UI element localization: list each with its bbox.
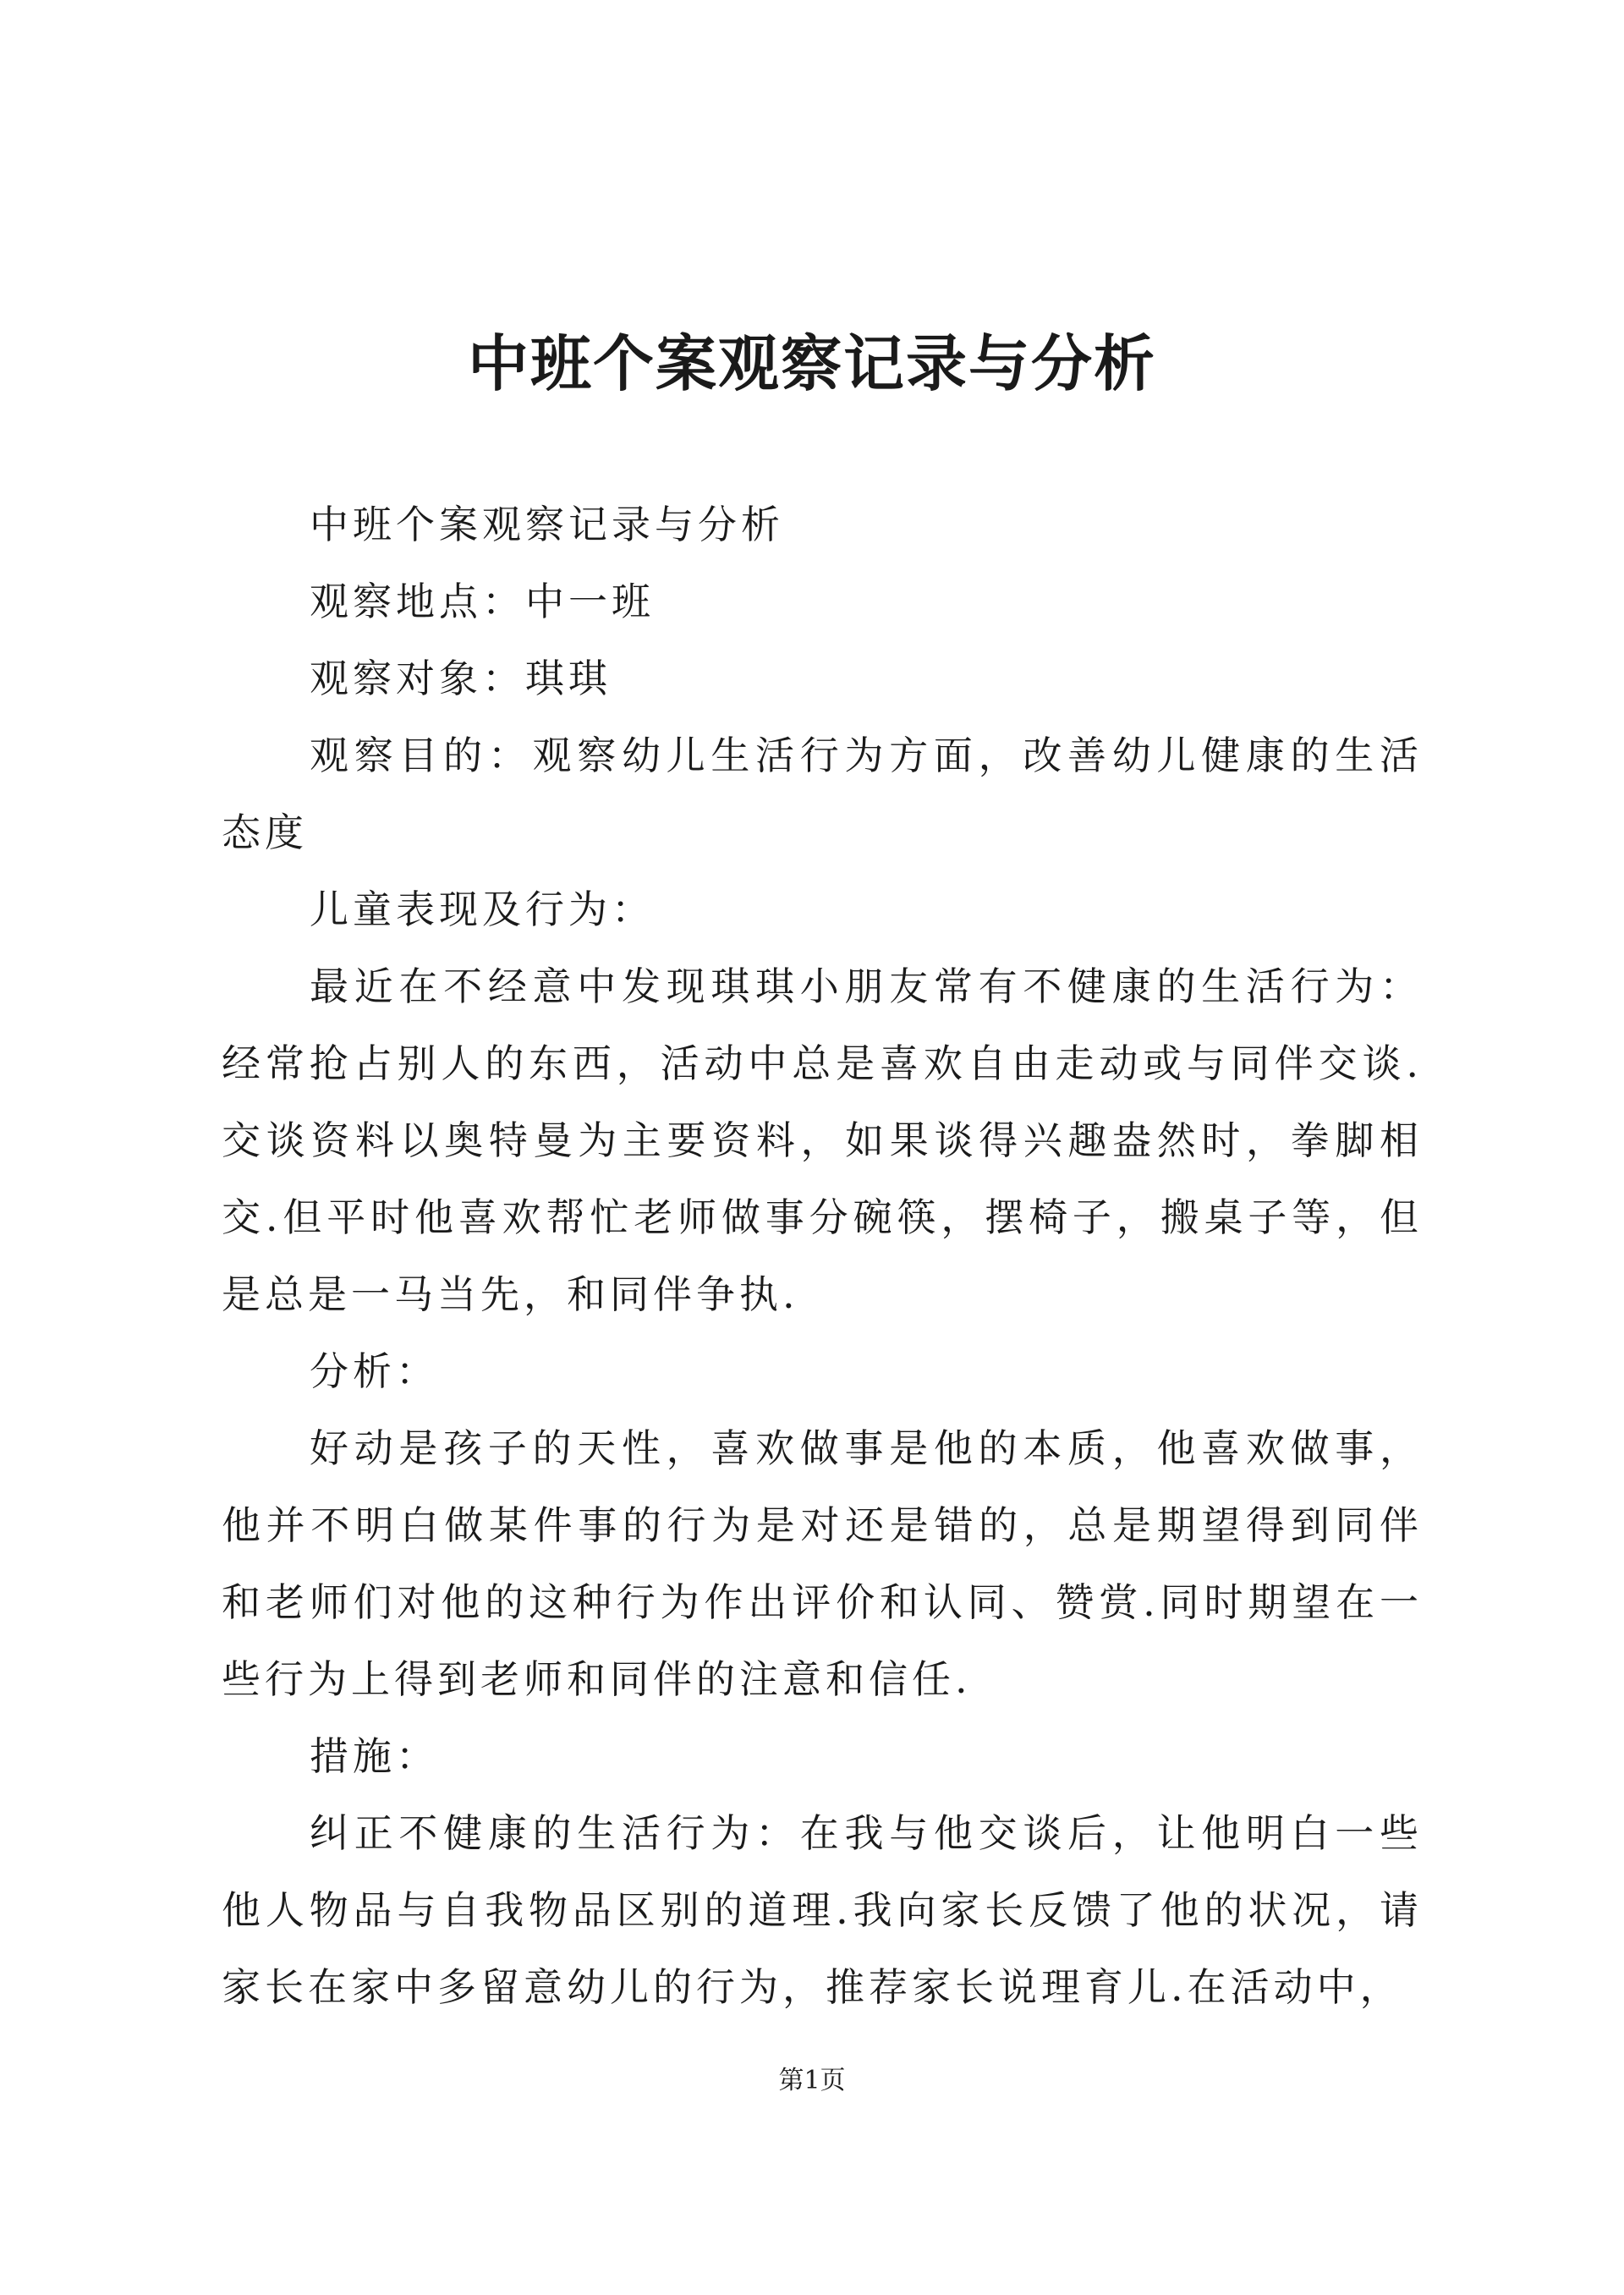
paragraph-observation-purpose: 观察目的：观察幼儿生活行为方面，改善幼儿健康的生活态度 <box>222 733 1423 855</box>
paragraph-heading: 中班个案观察记录与分析 <box>310 502 784 547</box>
paragraph-observation-location: 观察地点：中一班 <box>310 579 655 624</box>
page-number: 第1页 <box>778 2066 846 2095</box>
paragraph-analysis-heading: 分析： <box>310 1348 439 1394</box>
paragraph-behavior-heading: 儿童表现及行为： <box>310 887 655 932</box>
paragraph-analysis-body: 好动是孩子的天性，喜欢做事是他的本质，他喜欢做事，他并不明白做某件事的行为是对还是错的，总是期望得到同伴和老师们对他的这种行为作出评价和认同、赞赏.同时期望在一些行为上得到老师和同伴的注意和信任. <box>222 1425 1423 1702</box>
paragraph-observation-subject: 观察对象：琪琪 <box>310 656 612 701</box>
paragraph-measures-body: 纠正不健康的生活行为：在我与他交谈后，让他明白一些他人物品与自我物品区别的道理.我向家长反馈了他的状况，请家长在家中多留意幼儿的行为，推荐家长说理育儿.在活动中， <box>222 1810 1423 2010</box>
paragraph-behavior-description: 最近在不经意中发现琪琪小朋友常有不健康的生活行为：经常抢占别人的东西，活动中总是喜欢自由走动或与同伴交谈.交谈资料以奥特曼为主要资料，如果谈得兴趣盎然时，拳脚相交.但平时他喜欢帮忙老师做事分碗筷，摆椅子，搬桌子等，但是总是一马当先，和同伴争执. <box>222 964 1423 1317</box>
paragraph-measures-heading: 措施： <box>310 1733 439 1779</box>
document-body <box>222 486 1423 2026</box>
document-title: 中班个案观察记录与分析 <box>467 328 1156 399</box>
